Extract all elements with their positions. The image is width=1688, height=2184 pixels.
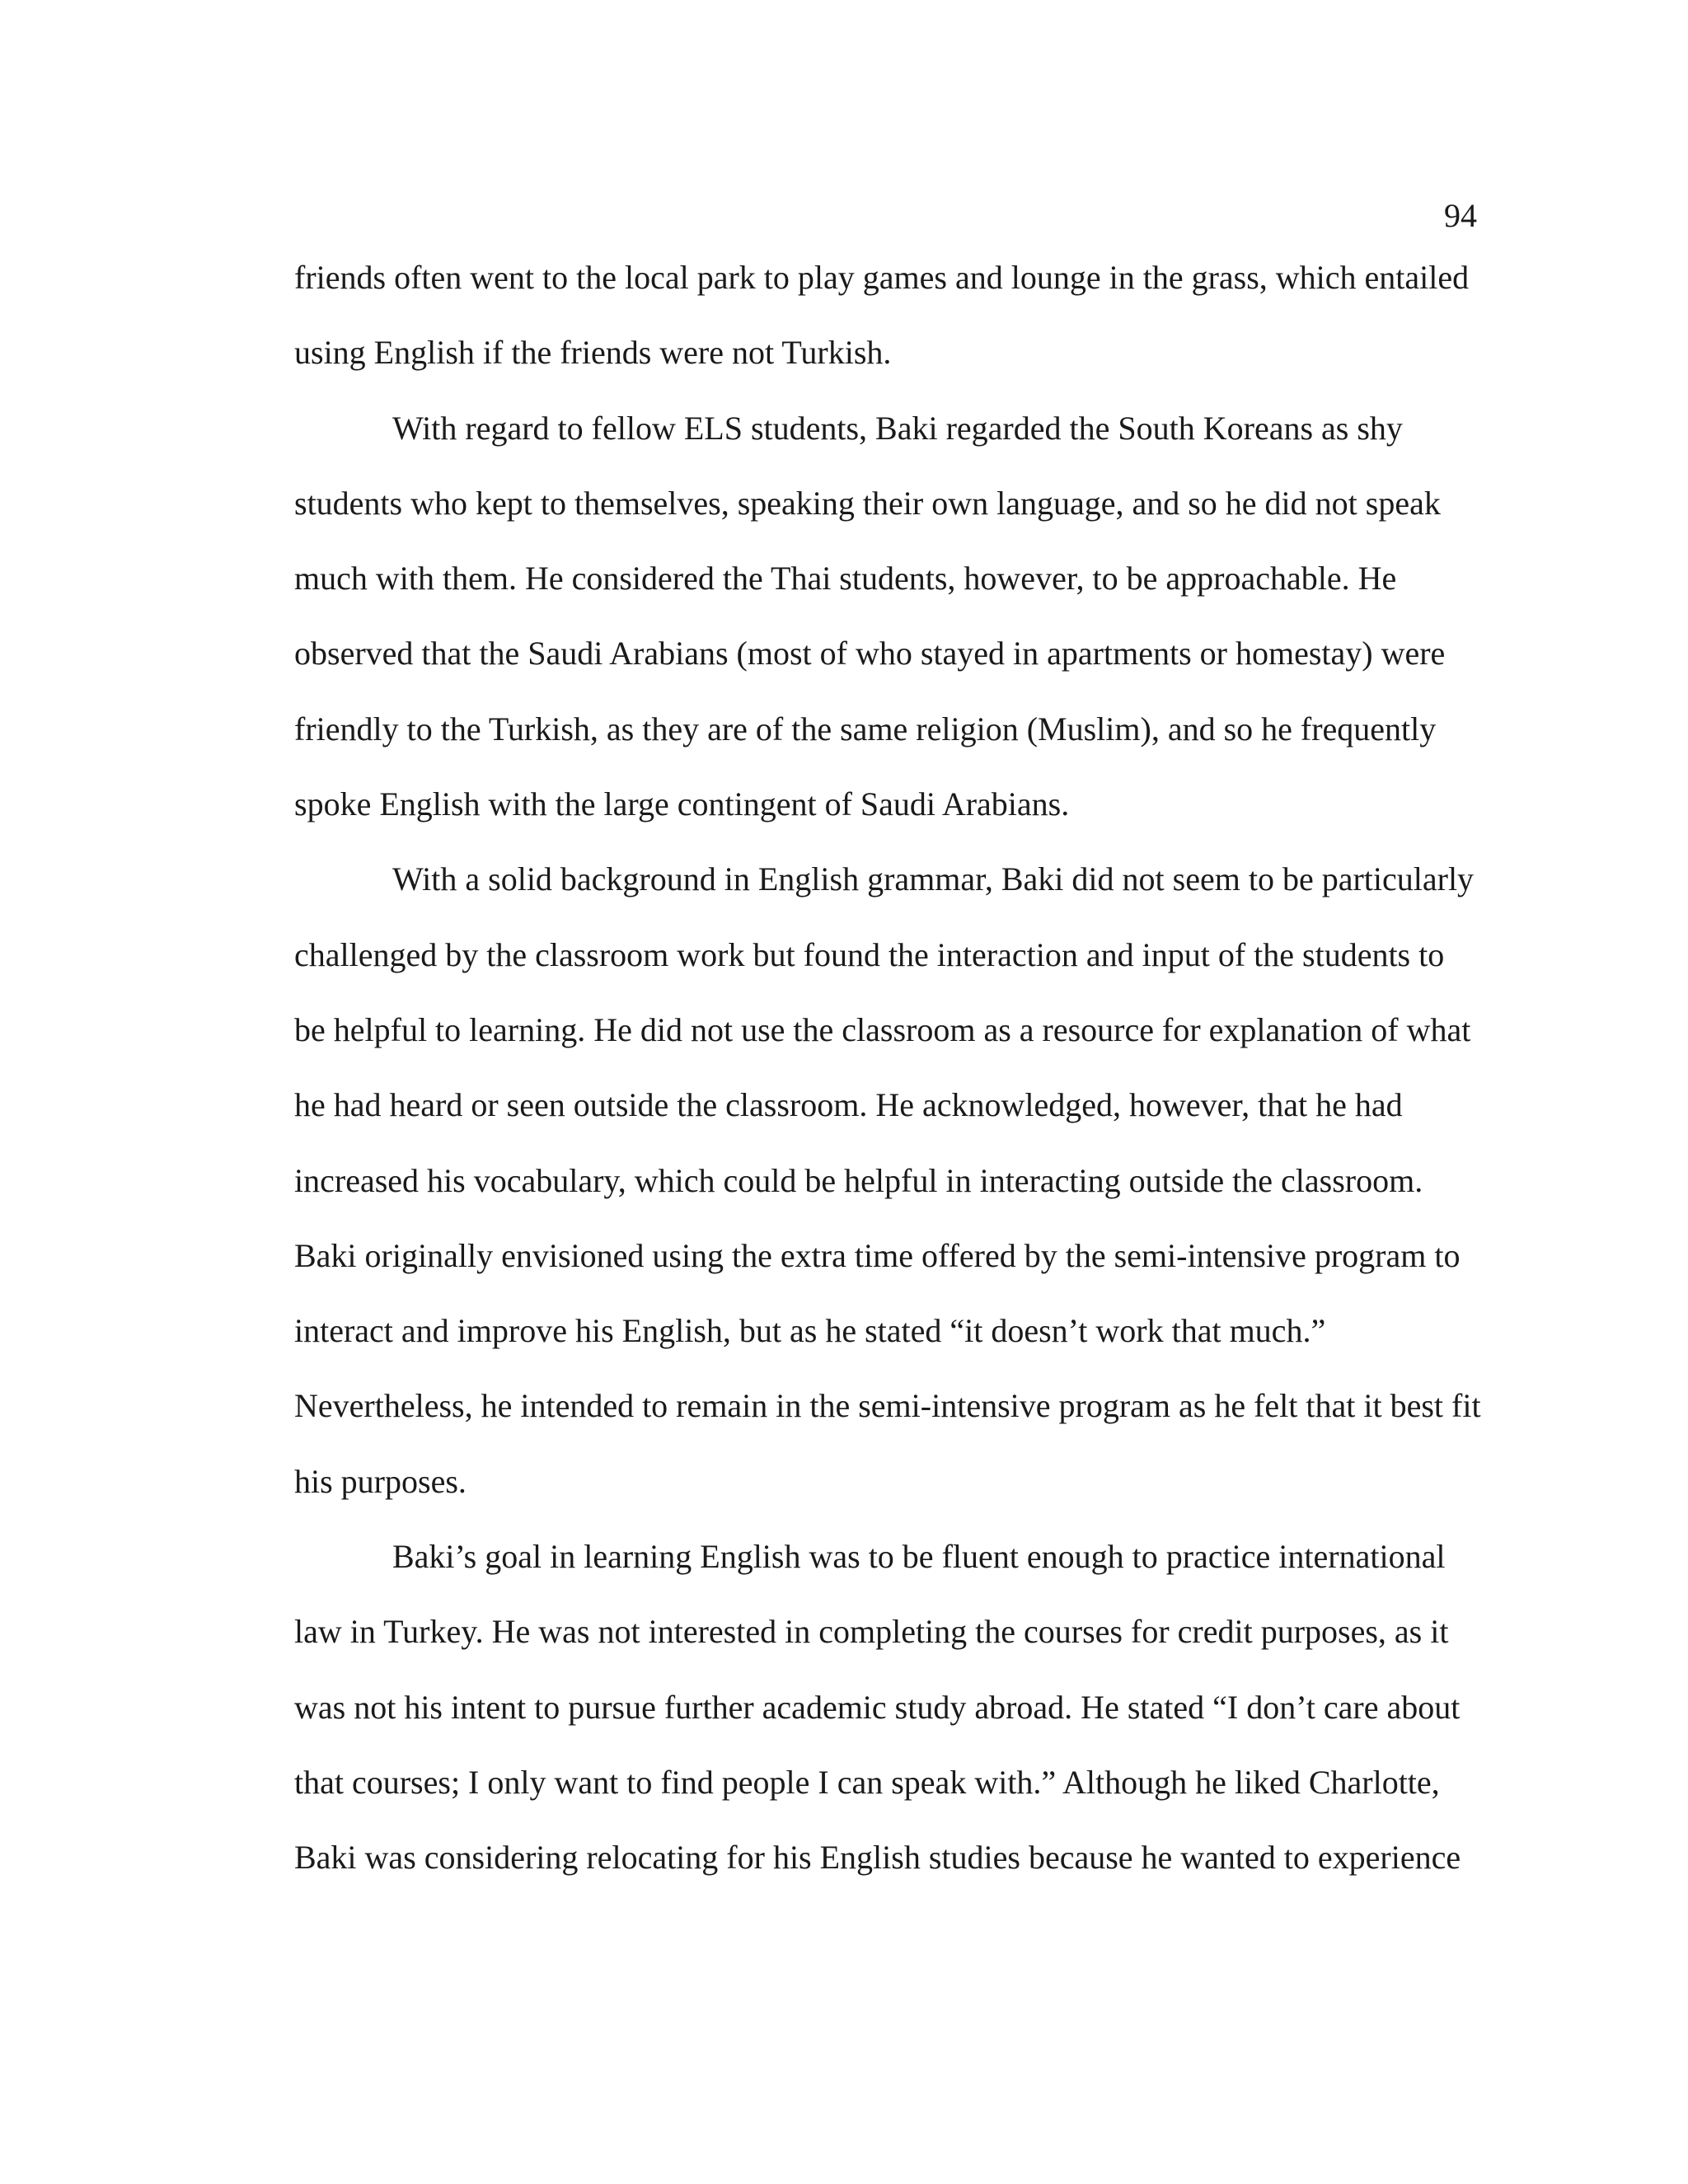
text-line: students who kept to themselves, speaking their own language, and so he did not speak	[294, 484, 1441, 522]
text-line: increased his vocabulary, which could be helpful in interacting outside the classroom.	[294, 1161, 1423, 1199]
body-text	[294, 257, 1481, 1913]
text-line: spoke English with the large contingent of Saudi Arabians.	[294, 785, 1070, 823]
page-number: 94	[1444, 197, 1477, 234]
text-line: challenged by the classroom work but found the interaction and input of the students to	[294, 935, 1445, 973]
text-line: he had heard or seen outside the classroom. He acknowledged, however, that he had	[294, 1086, 1403, 1124]
text-line: much with them. He considered the Thai students, however, to be approachable. He	[294, 560, 1397, 598]
paragraph-first-line: With regard to fellow ELS students, Baki regarded the South Koreans as shy	[392, 409, 1403, 447]
text-line: be helpful to learning. He did not use the classroom as a resource for explanation of what	[294, 1010, 1471, 1048]
paragraph-first-line: Baki’s goal in learning English was to be fluent enough to practice international	[392, 1538, 1446, 1576]
text-line: law in Turkey. He was not interested in completing the courses for credit purposes, as it	[294, 1613, 1449, 1651]
text-line: friends often went to the local park to play games and lounge in the grass, which entailed	[294, 259, 1470, 296]
text-line: his purposes.	[294, 1462, 467, 1500]
text-line: Baki was considering relocating for his English studies because he wanted to experience	[294, 1839, 1461, 1877]
text-line: observed that the Saudi Arabians (most of who stayed in apartments or homestay) were	[294, 635, 1446, 673]
text-line: was not his intent to pursue further academic study abroad. He stated “I don’t care about	[294, 1688, 1461, 1726]
text-line: using English if the friends were not Turkish.	[294, 334, 892, 372]
paragraph-first-line: With a solid background in English grammar, Baki did not seem to be particularly	[392, 860, 1475, 898]
text-line: Nevertheless, he intended to remain in the semi-intensive program as he felt that it best fit	[294, 1387, 1481, 1425]
text-line: interact and improve his English, but as he stated “it doesn’t work that much.”	[294, 1312, 1326, 1350]
text-line: friendly to the Turkish, as they are of the same religion (Muslim), and so he frequently	[294, 710, 1437, 748]
text-line: that courses; I only want to find people I can speak with.” Although he liked Charlotte,	[294, 1763, 1440, 1801]
text-line: Baki originally envisioned using the extra time offered by the semi-intensive program to	[294, 1236, 1461, 1274]
